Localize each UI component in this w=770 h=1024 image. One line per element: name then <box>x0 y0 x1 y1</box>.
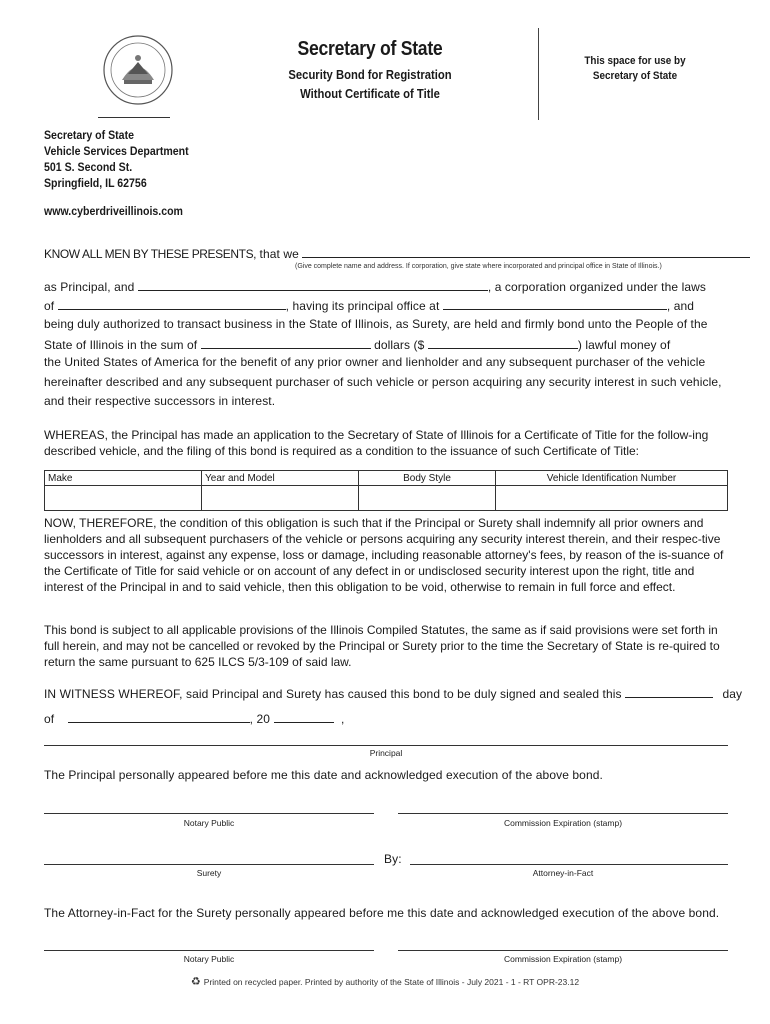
footer-text: Printed on recycled paper. Printed by authority of the State of Illinois - July 2021 - 1 - RT OPR-23.12 <box>203 977 580 987</box>
date-line <box>44 710 344 726</box>
name-address-hint: (Give complete name and address. If corporation, give state where incorporated and principal office in State of Illinois.) <box>295 263 662 270</box>
vehicle-table <box>44 470 728 511</box>
body-style-field[interactable] <box>359 486 496 511</box>
principal-appeared-text: The Principal personally appeared before me this date and acknowledged execution of the above bond. <box>44 768 603 782</box>
address-line-2: Vehicle Services Department <box>44 146 189 158</box>
recycle-icon: ♻ <box>190 976 201 988</box>
subtitle-line-1: Security Bond for Registration <box>288 68 452 82</box>
witness-line <box>44 685 742 701</box>
witness-day-field[interactable] <box>625 685 713 698</box>
form-subtitle <box>244 66 496 104</box>
whereas-paragraph: WHEREAS, the Principal has made an application to the Secretary of State of Illinois for a Certificate of Title for the follow-ing described vehicle, and the filing of this bond is required as a condition to the issuance of such Certificate of Title: <box>44 428 709 458</box>
day-text: day <box>722 687 743 701</box>
header-divider <box>538 28 539 120</box>
vehicle-table-row <box>45 486 728 511</box>
witness-text: IN WITNESS WHEREOF, said Principal and Surety has caused this bond to be duly signed and sealed this <box>44 687 622 701</box>
address-line-4: Springfield, IL 62756 <box>44 178 147 190</box>
commission-field-1[interactable] <box>398 813 728 814</box>
col-make: Make <box>45 471 202 486</box>
state-seal-icon <box>102 34 174 106</box>
attorney-caption: Attorney-in-Fact <box>532 868 594 878</box>
surety-state-field[interactable] <box>58 297 286 310</box>
col-vin: Vehicle Identification Number <box>496 471 728 486</box>
witness-year-field[interactable] <box>274 710 334 723</box>
united-states-text: the United States of America for the benefit of any prior owner and lienholder and any subsequent purchaser of the vehicle <box>44 355 706 369</box>
successors-text: and their respective successors in interest. <box>44 394 276 408</box>
commission-caption-1: Commission Expiration (stamp) <box>503 818 623 828</box>
of-text: of <box>44 299 55 313</box>
sum-line <box>44 336 670 352</box>
year-model-field[interactable] <box>202 486 359 511</box>
footer <box>0 975 770 988</box>
col-body-style: Body Style <box>359 471 496 486</box>
dollars-text: dollars ($ <box>374 338 425 352</box>
attorney-appeared-text: The Attorney-in-Fact for the Surety personally appeared before me this date and acknowledged execution of the above bond. <box>44 906 720 920</box>
principal-caption: Principal <box>369 748 403 758</box>
sum-amount-field[interactable] <box>428 336 578 349</box>
sum-words-field[interactable] <box>201 336 371 349</box>
notary-signature-field-1[interactable] <box>44 813 374 814</box>
subject-paragraph: This bond is subject to all applicable provisions of the Illinois Compiled Statutes, the same as if said provisions were set forth in full herein, and may not be cancelled or revoked by the Principal or Surety prior to the time the Secretary of State is re-quired to return the same pursuant to 625 ILCS 5/3-109 of said law. <box>44 623 720 669</box>
office-line <box>44 297 694 313</box>
surety-caption: Surety <box>196 868 222 878</box>
surety-name-field[interactable] <box>138 278 488 291</box>
website-link[interactable]: www.cyberdriveillinois.com <box>44 206 183 218</box>
seal-rule <box>98 117 170 118</box>
attorney-signature-field[interactable] <box>410 864 728 865</box>
surety-line <box>44 278 706 294</box>
principal-office-text: , having its principal office at <box>285 299 440 313</box>
office-use-line-1: This space for use by <box>584 55 686 67</box>
date-comma: , <box>340 712 345 726</box>
principal-and-text: as Principal, and <box>44 280 135 294</box>
hereinafter-text: hereinafter described and any subsequent purchaser of such vehicle or person acquiring any security interest in such vehicle, <box>44 375 722 389</box>
of-date-text: of <box>44 712 55 726</box>
state-sum-text: State of Illinois in the sum of <box>44 338 198 352</box>
commission-caption-2: Commission Expiration (stamp) <box>503 954 623 964</box>
vin-field[interactable] <box>496 486 728 511</box>
principal-signature-field[interactable] <box>44 745 728 746</box>
col-year-model: Year and Model <box>202 471 359 486</box>
office-use-line-2: Secretary of State <box>592 70 678 82</box>
office-use-box <box>568 54 703 84</box>
notary-signature-field-2[interactable] <box>44 950 374 951</box>
subtitle-line-2: Without Certificate of Title <box>300 87 440 101</box>
twenty-text: , 20 <box>249 712 271 726</box>
authorized-text: being duly authorized to transact business in the State of Illinois, as Surety, are held and firmly bond unto the People of the <box>44 317 708 331</box>
know-line <box>44 245 750 261</box>
vehicle-table-header <box>45 471 728 486</box>
mailing-address <box>44 128 189 192</box>
and-text: , and <box>666 299 695 313</box>
know-prefix: KNOW ALL MEN BY THESE PRESENTS, <box>44 247 257 261</box>
principal-office-field[interactable] <box>443 297 667 310</box>
address-line-1: Secretary of State <box>44 130 134 142</box>
now-therefore-paragraph: NOW, THEREFORE, the condition of this obligation is such that if the Principal or Surety shall indemnify all prior owners and lienholders and all subsequent purchasers of the vehicle or persons acquiring any security interest therein, and their respec-tive successors in interest, against any expense, loss or damage, including reasonable attorney's fees, by reason of the is-suance of the Certificate of Title for said vehicle or on account of any defect in or undisclosed security interest upon the right, title and interest of the Principal in and to said vehicle, then this obligation to be void, otherwise to remain in full force and effect. <box>44 516 724 594</box>
know-suffix: that we <box>256 247 299 261</box>
by-text: By: <box>384 852 402 866</box>
commission-field-2[interactable] <box>398 950 728 951</box>
witness-month-field[interactable] <box>68 710 250 723</box>
notary-caption-1: Notary Public <box>183 818 235 828</box>
make-field[interactable] <box>45 486 202 511</box>
corporation-text: , a corporation organized under the laws <box>487 280 706 294</box>
principal-name-field[interactable] <box>302 245 750 258</box>
page-title: Secretary of State <box>297 38 443 60</box>
notary-caption-2: Notary Public <box>183 954 235 964</box>
address-line-3: 501 S. Second St. <box>44 162 133 174</box>
surety-signature-field[interactable] <box>44 864 374 865</box>
lawful-text: ) lawful money of <box>577 338 671 352</box>
